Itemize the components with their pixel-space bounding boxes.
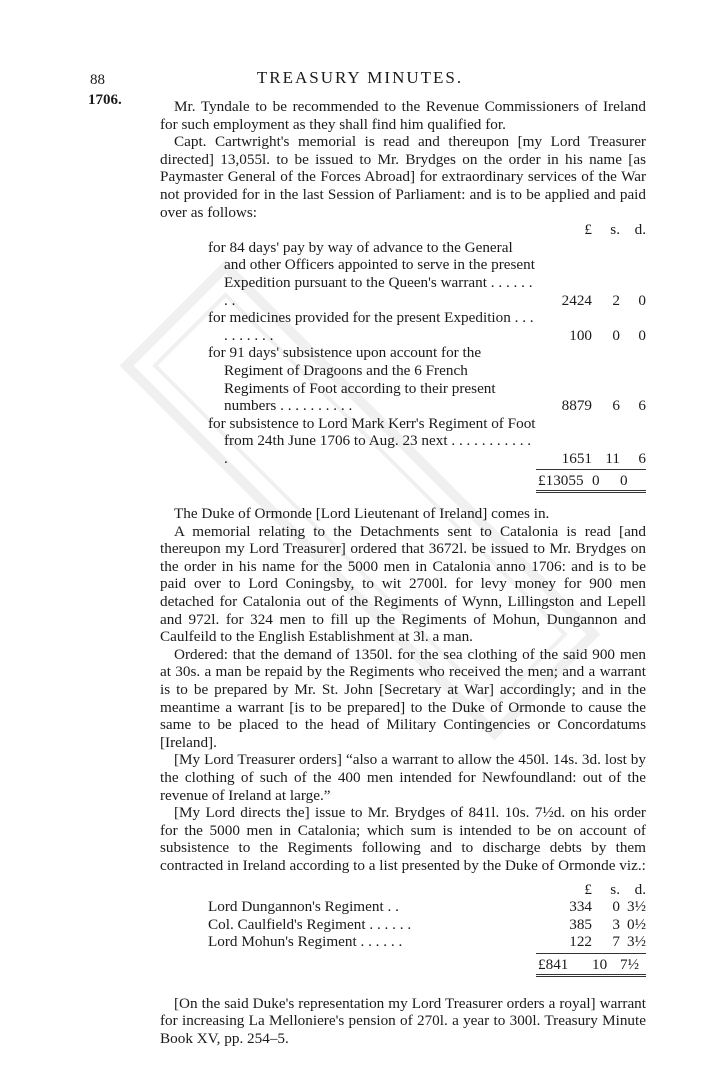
- total-pounds: £841: [538, 955, 569, 973]
- pence-cell: 0: [638, 326, 646, 344]
- shillings-cell: 3: [612, 915, 620, 933]
- pence-cell: 3½: [627, 898, 646, 916]
- shillings-cell: 2: [612, 291, 620, 309]
- regiment-name: Lord Mohun's Regiment . . . . . .: [208, 933, 403, 951]
- pence-header: d.: [634, 880, 646, 898]
- paragraph: Mr. Tyndale to be recommended to the Revenue Commissioners of Ireland for such employment as they shall find him qualified for.: [160, 98, 646, 133]
- total-pence: 7½: [620, 955, 639, 973]
- paragraph: A memorial relating to the Detachments sent to Catalonia is read [and thereupon my Lord Treasurer] ordered that 3672l. be issued to Mr. Brydges on the order in his name for the 5000 men in Catalonia anno 1706: and is to be paid over to Lord Coningsby, to wit 2700l. for levy money for 900 men detached for Catalonia out of the Regiments of Wynn, Lillingston and Lepell and 972l. for 324 men to fill up the Regiments of Mohun, Dungannon and Caulfeild to the English Establishment at 3l. a man.: [160, 522, 646, 646]
- table-total-row: [208, 467, 646, 493]
- table-row: [208, 916, 646, 934]
- pounds-cell: 100: [569, 326, 592, 344]
- shillings-cell: 0: [612, 898, 620, 916]
- table-row: [208, 933, 646, 951]
- table-row: [208, 415, 646, 468]
- row-description: for subsistence to Lord Mark Kerr's Regiment of Foot from 24th June 1706 to Aug. 23 next . . . . . . . . . . . .: [208, 414, 536, 467]
- table-total-row: [208, 951, 646, 977]
- table-row: [208, 239, 646, 309]
- pounds-header: £: [584, 880, 592, 898]
- paragraph: Capt. Cartwright's memorial is read and thereupon [my Lord Treasurer directed] 13,055l. to be issued to Mr. Brydges on the order in his name [as Paymaster General of the Forces Abroad] for extraordinary services of the War not provided for in the last Session of Parliament: and is to be applied and paid over as follows:: [160, 133, 646, 221]
- paragraph: [My Lord Treasurer orders] “also a warrant to allow the 450l. 14s. 3d. lost by the clothing of such of the 400 men intended for Newfoundland: out of the revenue of Ireland at large.”: [160, 751, 646, 804]
- page-number: 88: [90, 72, 105, 88]
- paragraph: [On the said Duke's representation my Lord Treasurer orders a royal] warrant for increasing La Melloniere's pension of 270l. a year to 300l. Treasury Minute Book XV, pp. 254–5.: [160, 994, 646, 1047]
- shillings-cell: 0: [612, 326, 620, 344]
- page-header: [0, 66, 720, 90]
- pence-cell: 6: [638, 449, 646, 467]
- pounds-header: £: [584, 221, 592, 239]
- pounds-cell: 1651: [561, 449, 592, 467]
- paragraph: [My Lord directs the] issue to Mr. Brydges of 841l. 10s. 7½d. on his order for the 5000 men in Catalonia; which sum is intended to be on account of subsistence to the Regiments following and to discharge debts by them contracted in Ireland according to a list presented by the Duke of Ormonde viz.:: [160, 804, 646, 874]
- pounds-cell: 2424: [561, 291, 592, 309]
- document-body: [160, 98, 646, 1047]
- row-description: for 84 days' pay by way of advance to the General and other Officers appointed to serve in the present Expedition pursuant to the Queen's warrant . . . . . . . .: [208, 238, 535, 309]
- pence-cell: 6: [638, 397, 646, 415]
- payment-table: [208, 221, 646, 493]
- row-description: for 91 days' subsistence upon account for the Regiment of Dragoons and the 6 French Regiments of Foot according to their present numbers . . . . . . . . . .: [208, 344, 496, 415]
- year-marker: 1706.: [88, 92, 122, 108]
- table-header: [208, 881, 646, 899]
- pence-cell: 0½: [627, 915, 646, 933]
- total-pounds: £13055: [538, 472, 584, 490]
- table-header: [208, 221, 646, 239]
- pence-cell: 0: [638, 291, 646, 309]
- regiment-name: Lord Dungannon's Regiment . .: [208, 898, 399, 916]
- table-row: [208, 898, 646, 916]
- pounds-cell: 385: [569, 915, 592, 933]
- paragraph: The Duke of Ormonde [Lord Lieutenant of Ireland] comes in.: [174, 505, 550, 523]
- total-pence: 0: [620, 472, 628, 490]
- total-shillings: 10: [592, 955, 608, 973]
- shillings-header: s.: [610, 880, 620, 898]
- table-row: [208, 309, 646, 344]
- shillings-cell: 7: [612, 933, 620, 951]
- shillings-header: s.: [610, 221, 620, 239]
- regiment-name: Col. Caulfield's Regiment . . . . . .: [208, 915, 412, 933]
- regiment-table: [208, 881, 646, 977]
- pence-header: d.: [634, 221, 646, 239]
- shillings-cell: 11: [605, 449, 620, 467]
- pounds-cell: 334: [569, 898, 592, 916]
- table-row: [208, 344, 646, 414]
- shillings-cell: 6: [612, 397, 620, 415]
- pence-cell: 3½: [627, 933, 646, 951]
- pounds-cell: 8879: [561, 397, 592, 415]
- paragraph: Ordered: that the demand of 1350l. for the sea clothing of the said 900 men at 30s. a man be repaid by the Regiments who received the men; and a warrant is to be prepared by Mr. St. John [Secretary at War] accordingly; and in the meantime a warrant [is to be prepared] to the Duke of Ormonde to cause the same to be placed to the head of Military Contingencies or Concordatums [Ireland].: [160, 645, 646, 751]
- pounds-cell: 122: [569, 933, 592, 951]
- total-shillings: 0: [592, 472, 600, 490]
- running-title: TREASURY MINUTES.: [256, 68, 464, 87]
- row-description: for medicines provided for the present Expedition . . . . . . . . . .: [208, 309, 534, 344]
